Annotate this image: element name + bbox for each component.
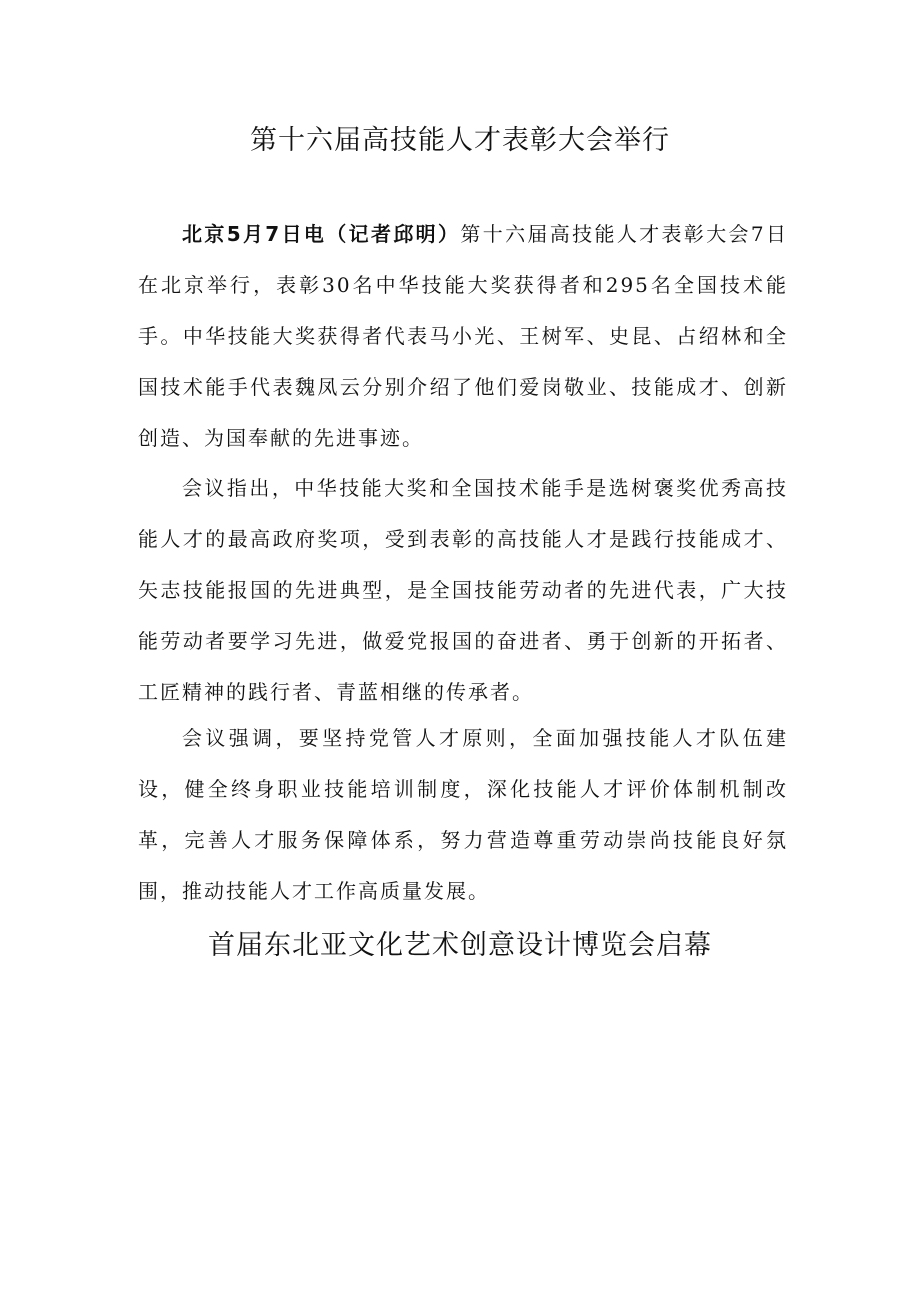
article-paragraph: 会议强调，要坚持党管人才原则，全面加强技能人才队伍建设，健全终身职业技能培训制度，深化技能人才评价体制机制改革，完善人才服务保障体系，努力营造尊重劳动崇尚技能良好氛围，推动技能人才工作高质量发展。 [138, 726, 788, 903]
next-article-title: 首届东北亚文化艺术创意设计博览会启幕 [208, 930, 712, 961]
dateline: 北京5月7日电（记者邱明） [182, 222, 461, 246]
article-paragraph: 会议指出，中华技能大奖和全国技术能手是选树褒奖优秀高技能人才的最高政府奖项，受到表彰的高技能人才是践行技能成才、矢志技能报国的先进典型，是全国技能劳动者的先进代表，广大技能劳动者要学习先进，做爱党报国的奋进者、勇于创新的开拓者、工匠精神的践行者、青蓝相继的传承者。 [138, 476, 788, 704]
paragraph-text: 第十六届高技能人才表彰大会7日在北京举行，表彰30名中华技能大奖获得者和295名全国技术能手。中华技能大奖获得者代表马小光、王树军、史昆、占绍林和全国技术能手代表魏凤云分别介绍了他们爱岗敬业、技能成才、创新创造、为国奉献的先进事迹。 [138, 222, 788, 450]
article-title: 第十六届高技能人才表彰大会举行 [250, 125, 670, 156]
article-paragraph [138, 209, 788, 464]
